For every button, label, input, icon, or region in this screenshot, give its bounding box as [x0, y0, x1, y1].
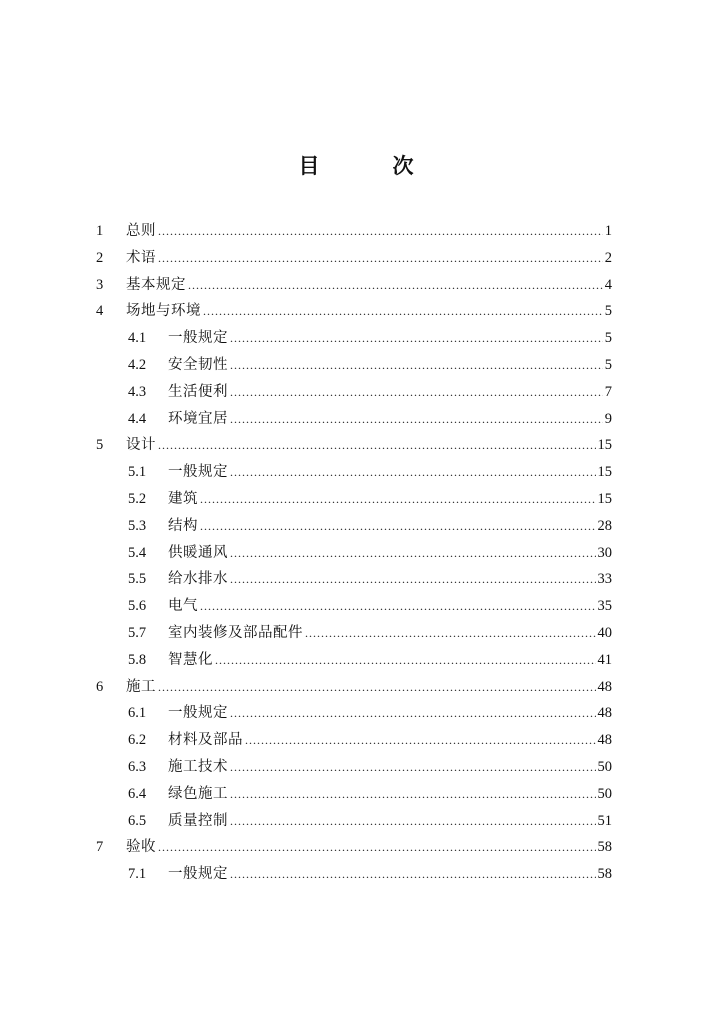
- dot-leader: [158, 674, 596, 701]
- toc-page-number: 58: [597, 866, 612, 883]
- toc-chapter-entry[interactable]: [96, 218, 612, 245]
- toc-subsection-entry[interactable]: [96, 406, 612, 433]
- toc-chapter-entry[interactable]: [96, 298, 612, 325]
- dot-leader: [188, 272, 603, 299]
- toc-entry-number: 5.7: [128, 624, 147, 641]
- toc-subsection-entry[interactable]: [96, 620, 612, 647]
- dot-leader: [230, 861, 596, 888]
- toc-entry-number: 6: [96, 678, 104, 695]
- toc-entry-number: 5.3: [128, 517, 147, 534]
- toc-subsection-entry[interactable]: [96, 379, 612, 406]
- toc-entry-title: 验收: [126, 839, 156, 856]
- toc-page-number: 33: [597, 571, 612, 588]
- toc-entry-title: 一般规定: [168, 866, 228, 883]
- toc-chapter-entry[interactable]: [96, 432, 612, 459]
- toc-subsection-entry[interactable]: [96, 754, 612, 781]
- toc-entry-title: 设计: [126, 437, 156, 454]
- toc-subsection-entry[interactable]: [96, 593, 612, 620]
- toc-subsection-entry[interactable]: [96, 700, 612, 727]
- toc-page-number: 28: [597, 517, 612, 534]
- toc-entry-title: 施工技术: [168, 758, 228, 775]
- toc-subsection-entry[interactable]: [96, 486, 612, 513]
- toc-subsection-entry[interactable]: [96, 727, 612, 754]
- toc-entry-title: 施工: [126, 678, 156, 695]
- toc-entry-title: 安全韧性: [168, 356, 228, 373]
- toc-subsection-entry[interactable]: [96, 513, 612, 540]
- toc-entry-number: 5.8: [128, 651, 147, 668]
- toc-page-number: 48: [597, 705, 612, 722]
- toc-entry-number: 5.2: [128, 490, 147, 507]
- toc-entry-title: 生活便利: [168, 383, 228, 400]
- toc-entry-number: 6.1: [128, 705, 147, 722]
- toc-page-number: 7: [604, 383, 612, 400]
- toc-entry-number: 6.5: [128, 812, 147, 829]
- dot-leader: [230, 808, 596, 835]
- toc-entry-number: 6.3: [128, 758, 147, 775]
- toc-page-number: 15: [597, 490, 612, 507]
- toc-chapter-entry[interactable]: [96, 674, 612, 701]
- toc-subsection-entry[interactable]: [96, 566, 612, 593]
- toc-entry-number: 7: [96, 839, 104, 856]
- toc-page-number: 50: [597, 758, 612, 775]
- toc-entry-title: 一般规定: [168, 464, 228, 481]
- toc-entry-number: 5: [96, 437, 104, 454]
- toc-entry-title: 电气: [168, 598, 198, 615]
- table-of-contents: [96, 218, 612, 888]
- toc-page-number: 40: [597, 624, 612, 641]
- toc-entry-title: 场地与环境: [126, 303, 201, 320]
- toc-entry-number: 5.4: [128, 544, 147, 561]
- dot-leader: [230, 379, 603, 406]
- dot-leader: [200, 486, 596, 513]
- toc-entry-title: 质量控制: [168, 812, 228, 829]
- dot-leader: [230, 459, 596, 486]
- toc-chapter-entry[interactable]: [96, 245, 612, 272]
- toc-entry-title: 一般规定: [168, 330, 228, 347]
- dot-leader: [230, 754, 596, 781]
- toc-subsection-entry[interactable]: [96, 647, 612, 674]
- toc-subsection-entry[interactable]: [96, 781, 612, 808]
- dot-leader: [200, 513, 596, 540]
- dot-leader: [158, 245, 603, 272]
- toc-entry-number: 4.3: [128, 383, 147, 400]
- dot-leader: [230, 700, 596, 727]
- toc-page-number: 9: [604, 410, 612, 427]
- toc-page-number: 15: [597, 437, 612, 454]
- toc-subsection-entry[interactable]: [96, 352, 612, 379]
- toc-entry-title: 室内装修及部品配件: [168, 624, 303, 641]
- dot-leader: [245, 727, 596, 754]
- toc-chapter-entry[interactable]: [96, 272, 612, 299]
- toc-entry-number: 5.1: [128, 464, 147, 481]
- toc-page-number: 5: [604, 356, 612, 373]
- toc-entry-number: 7.1: [128, 866, 147, 883]
- page-title: 目 次: [298, 154, 440, 178]
- dot-leader: [158, 834, 596, 861]
- toc-entry-number: 4: [96, 303, 104, 320]
- toc-entry-title: 结构: [168, 517, 198, 534]
- dot-leader: [230, 406, 603, 433]
- toc-page-number: 48: [597, 732, 612, 749]
- toc-subsection-entry[interactable]: [96, 808, 612, 835]
- toc-page-number: 50: [597, 785, 612, 802]
- toc-subsection-entry[interactable]: [96, 540, 612, 567]
- toc-entry-title: 环境宜居: [168, 410, 228, 427]
- dot-leader: [215, 647, 596, 674]
- dot-leader: [158, 432, 596, 459]
- toc-entry-title: 建筑: [168, 490, 198, 507]
- dot-leader: [230, 325, 603, 352]
- dot-leader: [230, 566, 596, 593]
- toc-entry-number: 5.5: [128, 571, 147, 588]
- toc-page-number: 2: [604, 249, 612, 266]
- toc-chapter-entry[interactable]: [96, 834, 612, 861]
- toc-entry-title: 绿色施工: [168, 785, 228, 802]
- toc-entry-title: 术语: [126, 249, 156, 266]
- toc-entry-number: 1: [96, 223, 104, 239]
- toc-page-number: 58: [597, 839, 612, 856]
- toc-entry-title: 一般规定: [168, 705, 228, 722]
- toc-page-number: 4: [604, 276, 612, 293]
- toc-entry-title: 基本规定: [126, 276, 186, 293]
- toc-entry-number: 3: [96, 276, 104, 293]
- toc-entry-title: 供暖通风: [168, 544, 228, 561]
- toc-entry-title: 给水排水: [168, 571, 228, 588]
- toc-page-number: 35: [597, 598, 612, 615]
- toc-entry-number: 2: [96, 249, 104, 266]
- toc-subsection-entry[interactable]: [96, 325, 612, 352]
- toc-entry-title: 智慧化: [168, 651, 213, 668]
- dot-leader: [158, 218, 603, 245]
- dot-leader: [203, 298, 603, 325]
- toc-entry-number: 6.4: [128, 785, 147, 802]
- dot-leader: [230, 352, 603, 379]
- toc-entry-number: 6.2: [128, 732, 147, 749]
- toc-entry-number: 4.4: [128, 410, 147, 427]
- toc-entry-number: 4.2: [128, 356, 147, 373]
- dot-leader: [230, 781, 596, 808]
- toc-entry-number: 5.6: [128, 598, 147, 615]
- toc-entry-title: 总则: [126, 223, 156, 239]
- toc-page-number: 41: [597, 651, 612, 668]
- toc-page-number: 51: [597, 812, 612, 829]
- toc-entry-title: 材料及部品: [168, 732, 243, 749]
- toc-subsection-entry[interactable]: [96, 861, 612, 888]
- toc-subsection-entry[interactable]: [96, 459, 612, 486]
- dot-leader: [230, 540, 596, 567]
- toc-page-number: 5: [604, 303, 612, 320]
- toc-page-number: 48: [597, 678, 612, 695]
- toc-entry-number: 4.1: [128, 330, 147, 347]
- dot-leader: [305, 620, 596, 647]
- toc-page-number: 5: [604, 330, 612, 347]
- dot-leader: [200, 593, 596, 620]
- toc-page-number: 1: [604, 223, 612, 239]
- toc-page-number: 15: [597, 464, 612, 481]
- toc-page-number: 30: [597, 544, 612, 561]
